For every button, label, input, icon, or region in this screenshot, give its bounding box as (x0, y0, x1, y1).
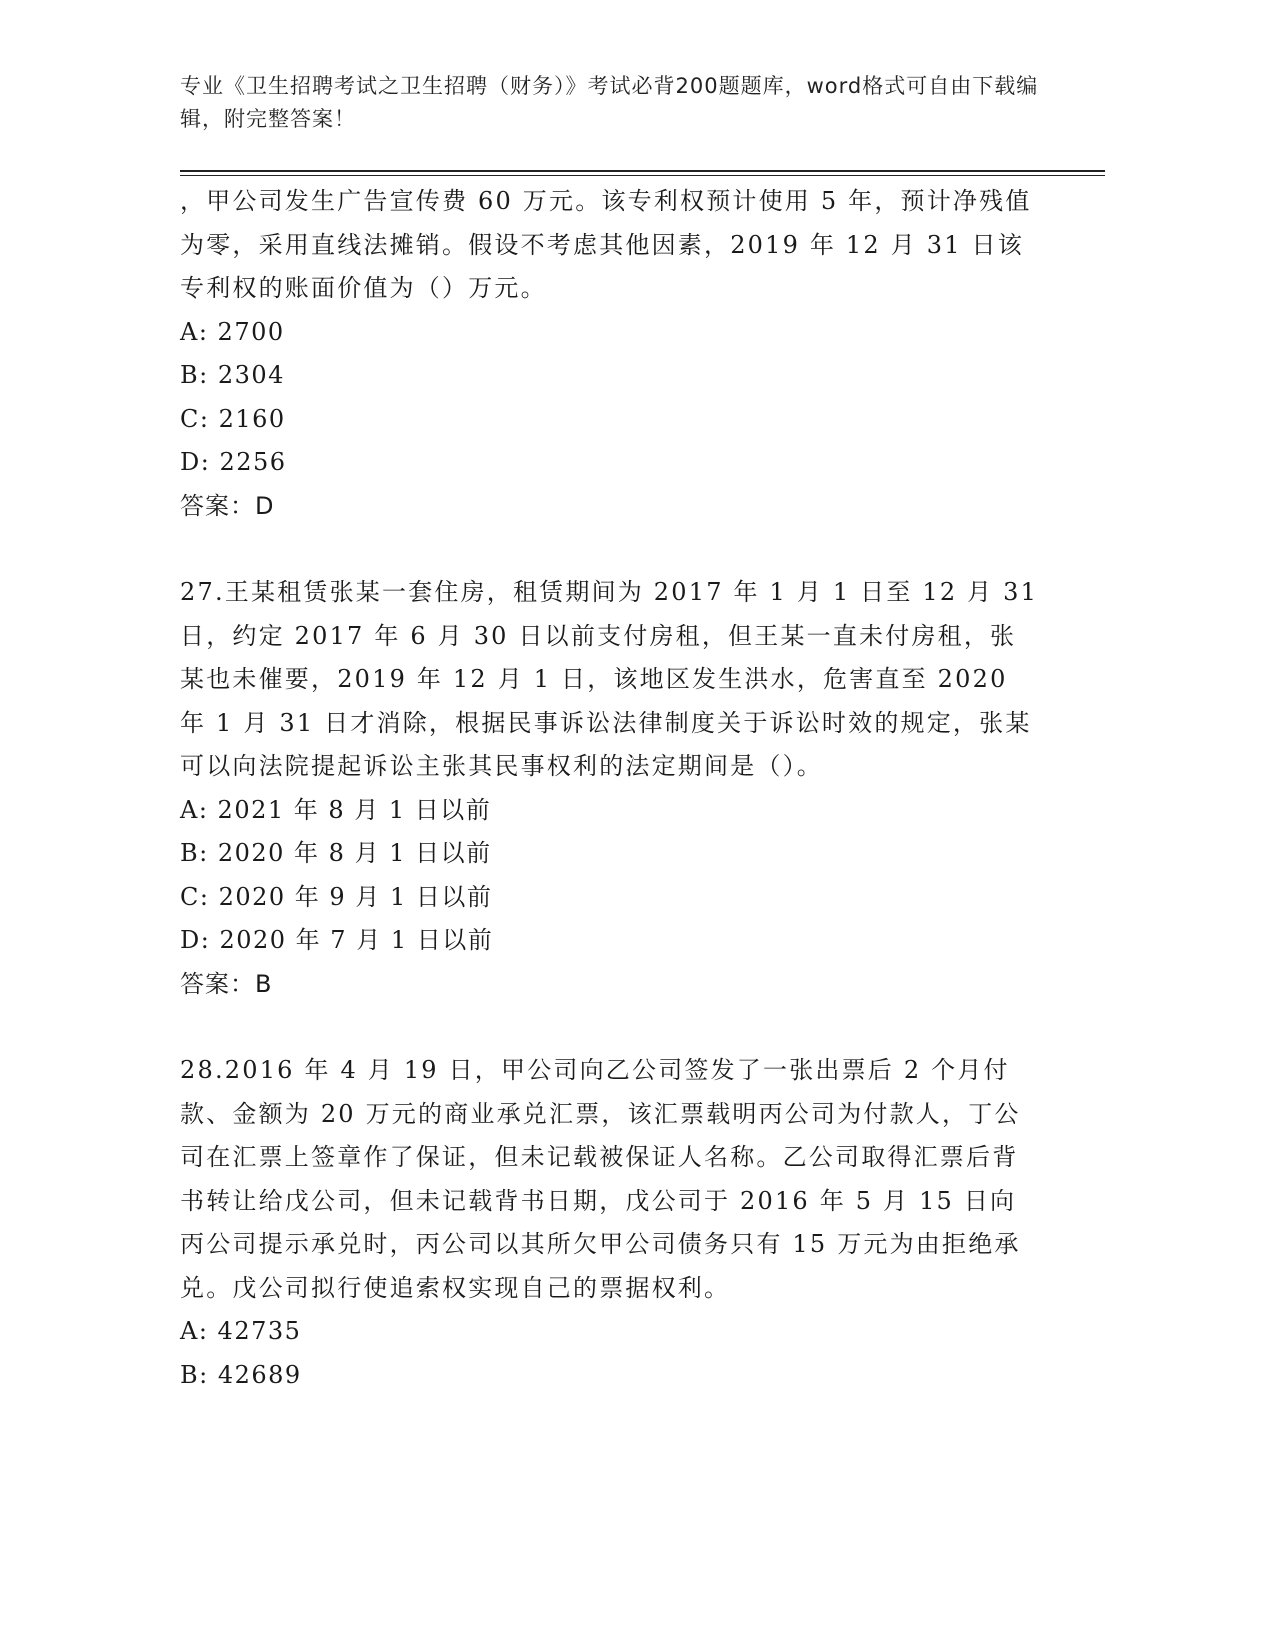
question-text: 28.2016 年 4 月 19 日，甲公司向乙公司签发了一张出票后 2 个月付款、金额为 20 万元的商业承兑汇票，该汇票载明丙公司为付款人，丁公司在汇票上签章作了保证，但未记载被保证人名称。乙公司取得汇票后背书转让给戊公司，但未记载背书日期，戊公司于 2016 年 5 月 15 日向丙公司提示承兑时，丙公司以其所欠甲公司债务只有 15 万元为由拒绝承兑。戊公司拟行使追索权实现自己的票据权利。 (180, 1056, 1021, 1302)
document-header: 专业《卫生招聘考试之卫生招聘（财务）》考试必背200题题库，word格式可自由下载编辑，附完整答案！ (180, 74, 1039, 131)
question-list (180, 180, 1040, 1397)
option-d: D: 2256 (180, 448, 287, 476)
answer-text: 答案：D (180, 491, 275, 520)
option-a: A: 2700 (180, 317, 285, 346)
option-a: A: 42735 (180, 1317, 302, 1345)
option-a: A: 2021 年 8 月 1 日以前 (180, 795, 492, 824)
question-text: ，甲公司发生广告宣传费 60 万元。该专利权预计使用 5 年，预计净残值为零，采用直线法摊销。假设不考虑其他因素，2019 年 12 月 31 日该专利权的账面价值为（）万元。 (180, 187, 1032, 302)
question-block (180, 571, 1040, 1006)
answer-text: 答案：B (180, 969, 273, 998)
option-d: D: 2020 年 7 月 1 日以前 (180, 926, 494, 954)
header-divider-thin (180, 175, 1105, 176)
question-block (180, 180, 1040, 528)
option-b: B: 2304 (180, 361, 285, 389)
option-b: B: 42689 (180, 1360, 302, 1389)
option-c: C: 2160 (180, 404, 286, 433)
option-b: B: 2020 年 8 月 1 日以前 (180, 839, 492, 867)
question-block (180, 1049, 1040, 1397)
header-divider-thick (180, 170, 1105, 172)
option-c: C: 2020 年 9 月 1 日以前 (180, 882, 493, 911)
question-text: 27.王某租赁张某一套住房，租赁期间为 2017 年 1 月 1 日至 12 月 31 日，约定 2017 年 6 月 30 日以前支付房租，但王某一直未付房租，张某也未催要，2019 年 12 月 1 日，该地区发生洪水，危害直至 2020 年 1 月 31 日才消除，根据民事诉讼法律制度关于诉讼时效的规定，张某可以向法院提起诉讼主张其民事权利的法定期间是（）。 (180, 578, 1039, 780)
